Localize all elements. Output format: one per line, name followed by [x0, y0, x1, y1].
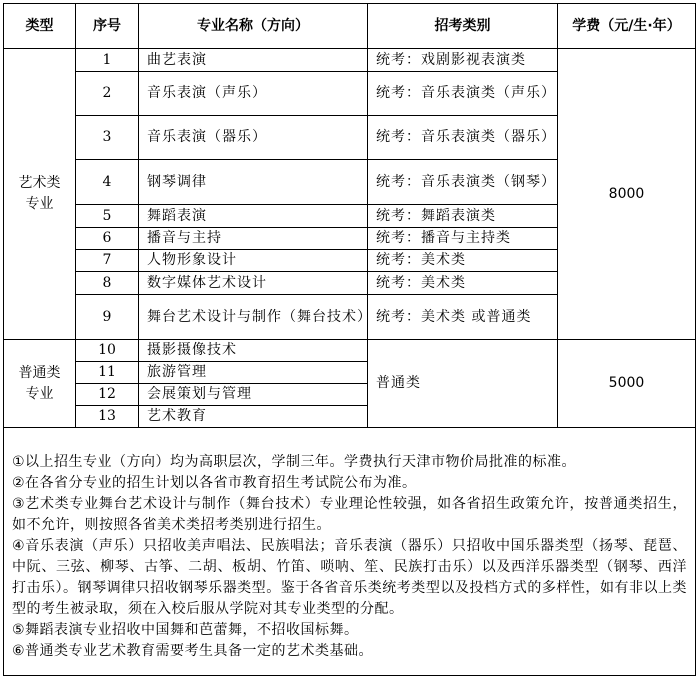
table-row: [4, 49, 696, 72]
row-category: 统考：音乐表演类（声乐）: [368, 72, 558, 116]
row-category: 统考：音乐表演类（器乐）: [368, 116, 558, 160]
row-major: 艺术教育: [139, 406, 368, 428]
table-row: [4, 340, 696, 362]
row-major: 人物形象设计: [139, 250, 368, 272]
row-seq: 11: [76, 362, 139, 384]
row-major: 音乐表演（声乐）: [139, 72, 368, 116]
row-major: 旅游管理: [139, 362, 368, 384]
row-seq: 3: [76, 116, 139, 160]
row-seq: 7: [76, 250, 139, 272]
row-category: 统考：音乐表演类（钢琴）: [368, 160, 558, 205]
note-6: ⑥普通类专业艺术教育需要考生具备一定的艺术类基础。: [12, 643, 374, 659]
row-major: 舞蹈表演: [139, 205, 368, 228]
header-row: [4, 4, 696, 49]
row-seq: 5: [76, 205, 139, 228]
row-seq: 1: [76, 49, 139, 72]
note-4: ④音乐表演（声乐）只招收美声唱法、民族唱法；音乐表演（器乐）只招收中国乐器类型（扬琴、琵琶、中阮、三弦、柳琴、古筝、二胡、板胡、竹笛、唢呐、笙、民族打击乐）以及西洋乐器类型（钢琴、西洋打击乐）。钢琴调律只招收钢琴乐器类型。鉴于各省音乐类统考类型以及投档方式的多样性，如有非以上类型的考生被录取，须在入校后服从学院对其专业类型的分配。: [12, 538, 687, 617]
note-5: ⑤舞蹈表演专业招收中国舞和芭蕾舞，不招收国标舞。: [12, 622, 359, 638]
group-fee-art: 8000: [558, 49, 696, 340]
row-major: 音乐表演（器乐）: [139, 116, 368, 160]
row-seq: 9: [76, 295, 139, 340]
group-type-art: 艺术类专业: [4, 49, 76, 340]
group-type-general: 普通类专业: [4, 340, 76, 428]
row-category: 统考：播音与主持类: [368, 228, 558, 250]
row-category: 统考：美术类: [368, 250, 558, 272]
header-category: 招考类别: [368, 4, 558, 49]
header-seq: 序号: [76, 4, 139, 49]
row-category: 统考：戏剧影视表演类: [368, 49, 558, 72]
row-major: 摄影摄像技术: [139, 340, 368, 362]
note-3: ③艺术类专业舞台艺术设计与制作（舞台技术）专业理论性较强，如各省招生政策允许，按普通类招生，如不允许，则按照各省美术类招考类别进行招生。: [12, 496, 687, 533]
notes-row: [4, 428, 696, 676]
group-category-general: 普通类: [368, 340, 558, 428]
group-fee-general: 5000: [558, 340, 696, 428]
row-major: 钢琴调律: [139, 160, 368, 205]
header-major: 专业名称（方向）: [139, 4, 368, 49]
row-seq: 4: [76, 160, 139, 205]
note-1: ①以上招生专业（方向）均为高职层次，学制三年。学费执行天津市物价局批准的标准。: [12, 454, 577, 470]
row-major: 舞台艺术设计与制作（舞台技术）: [139, 295, 368, 340]
enrollment-table: [3, 3, 696, 676]
row-seq: 2: [76, 72, 139, 116]
row-category: 统考：美术类 或普通类: [368, 295, 558, 340]
row-seq: 10: [76, 340, 139, 362]
row-category: 统考：舞蹈表演类: [368, 205, 558, 228]
row-major: 会展策划与管理: [139, 384, 368, 406]
row-major: 曲艺表演: [139, 49, 368, 72]
row-seq: 8: [76, 272, 139, 295]
row-major: 数字媒体艺术设计: [139, 272, 368, 295]
row-major: 播音与主持: [139, 228, 368, 250]
note-2: ②在各省分专业的招生计划以各省市教育招生考试院公布为准。: [12, 475, 417, 491]
row-seq: 13: [76, 406, 139, 428]
row-seq: 6: [76, 228, 139, 250]
header-fee: 学费（元/生·年）: [558, 4, 696, 49]
header-type: 类型: [4, 4, 76, 49]
row-seq: 12: [76, 384, 139, 406]
notes-cell: [4, 428, 696, 676]
row-category: 统考：美术类: [368, 272, 558, 295]
